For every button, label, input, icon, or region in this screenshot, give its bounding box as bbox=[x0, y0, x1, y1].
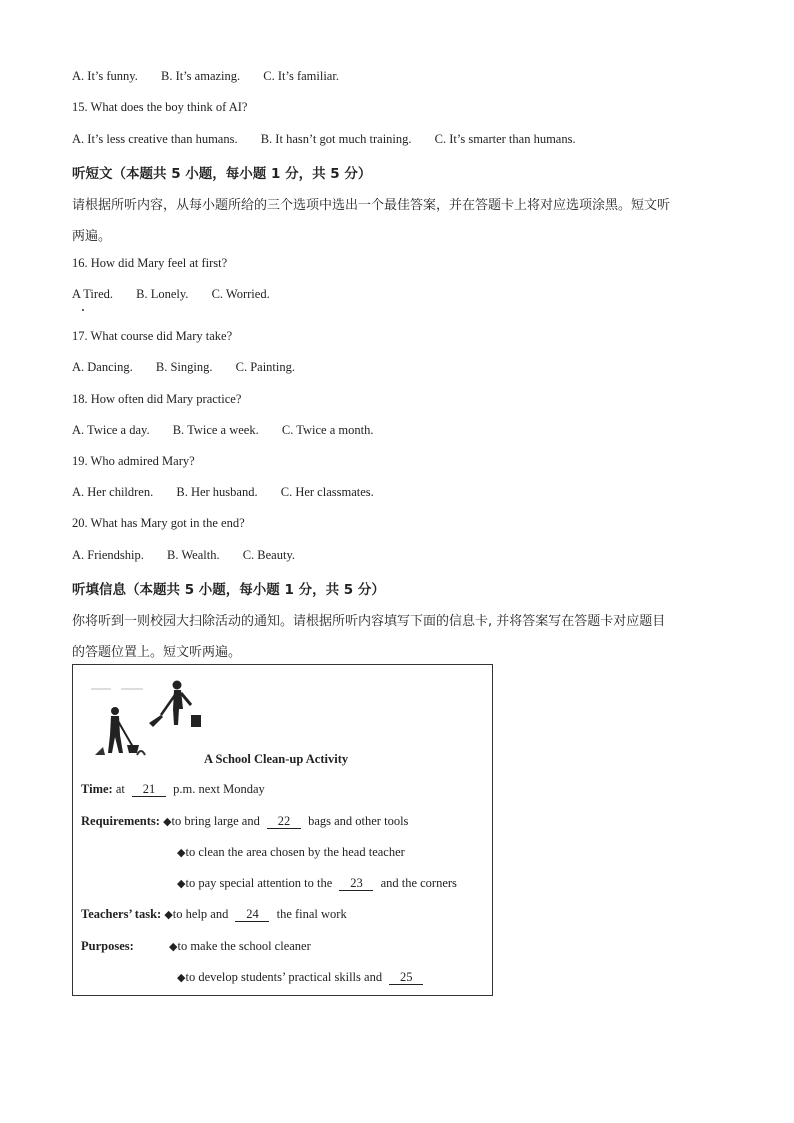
option: C. It’s smarter than humans. bbox=[434, 132, 576, 146]
time-row bbox=[81, 782, 265, 797]
req2: to clean the area chosen by the head teacher bbox=[185, 845, 405, 859]
req3-post: and the corners bbox=[380, 876, 457, 890]
req3-pre: to pay special attention to the bbox=[185, 876, 333, 890]
req1-post: bags and other tools bbox=[308, 814, 409, 828]
section-instruction: 请根据所听内容，从每小题所给的三个选项中选出一个最佳答案，并在答题卡上将对应选项涂黑。短文听 bbox=[72, 198, 671, 213]
section-instruction: 的答题位置上。短文听两遍。 bbox=[72, 645, 242, 660]
question-17: 17. What course did Mary take? bbox=[72, 329, 233, 343]
question-20: 20. What has Mary got in the end? bbox=[72, 516, 245, 530]
requirement-row bbox=[177, 876, 457, 891]
blank-23: 23 bbox=[339, 876, 373, 891]
option: A. It’s less creative than humans. bbox=[72, 132, 238, 146]
question-15: 15. What does the boy think of AI? bbox=[72, 100, 248, 114]
question-18: 18. How often did Mary practice? bbox=[72, 392, 242, 406]
q16-options bbox=[72, 287, 290, 302]
purpose-row bbox=[177, 970, 427, 985]
stray-mark bbox=[82, 309, 84, 311]
teach-pre: to help and bbox=[172, 907, 229, 921]
question-16: 16. How did Mary feel at first? bbox=[72, 256, 228, 270]
section-instruction: 两遍。 bbox=[72, 229, 112, 244]
purpose-row bbox=[81, 939, 311, 954]
option: C. Her classmates. bbox=[280, 485, 374, 499]
option: B. It’s amazing. bbox=[160, 69, 241, 83]
diamond-icon: ◆ bbox=[177, 877, 186, 890]
option: C. Twice a month. bbox=[281, 423, 374, 437]
option: B. Lonely. bbox=[136, 287, 189, 301]
card-title: A School Clean-up Activity bbox=[204, 752, 349, 766]
question-19: 19. Who admired Mary? bbox=[72, 454, 195, 468]
q17-options bbox=[72, 360, 315, 375]
teach-post: the final work bbox=[276, 907, 347, 921]
option: B. Twice a week. bbox=[172, 423, 259, 437]
option: C. Beauty. bbox=[242, 548, 296, 562]
purpose2-pre: to develop students’ practical skills and bbox=[185, 970, 383, 984]
diamond-icon: ◆ bbox=[177, 971, 186, 984]
cleaning-illustration bbox=[81, 675, 211, 765]
option: B. Wealth. bbox=[167, 548, 220, 562]
option: A. Twice a day. bbox=[72, 423, 150, 437]
section-instruction: 你将听到一则校园大扫除活动的通知。请根据所听内容填写下面的信息卡, 并将答案写在答题卡对应题目 bbox=[72, 614, 666, 629]
option: B. Her husband. bbox=[176, 485, 258, 499]
q15-options bbox=[72, 132, 596, 147]
option: B. Singing. bbox=[155, 360, 213, 374]
requirement-row bbox=[177, 845, 405, 860]
requirements-label: Requirements: bbox=[81, 814, 160, 828]
option: A. Her children. bbox=[72, 485, 154, 499]
time-label: Time: bbox=[81, 782, 113, 796]
requirement-row bbox=[81, 814, 408, 829]
diamond-icon: ◆ bbox=[163, 815, 172, 828]
q19-options bbox=[72, 485, 394, 500]
time-post: p.m. next Monday bbox=[173, 782, 265, 796]
purposes-label: Purposes: bbox=[81, 939, 134, 953]
q18-options bbox=[72, 423, 393, 438]
purpose1: to make the school cleaner bbox=[177, 939, 311, 953]
option: A Tired. bbox=[72, 287, 113, 301]
q14-options bbox=[72, 69, 359, 84]
blank-22: 22 bbox=[267, 814, 301, 829]
teachers-task-row bbox=[81, 907, 347, 922]
option: B. It hasn’t got much training. bbox=[260, 132, 412, 146]
section-heading-fill: 听填信息（本题共 5 小题，每小题 1 分，共 5 分） bbox=[72, 582, 385, 598]
time-pre: at bbox=[115, 782, 125, 796]
option: A. It’s funny. bbox=[72, 69, 138, 83]
req1-pre: to bring large and bbox=[171, 814, 260, 828]
blank-25: 25 bbox=[389, 970, 423, 985]
info-card bbox=[72, 664, 493, 996]
option: C. Painting. bbox=[235, 360, 296, 374]
option: A. Dancing. bbox=[72, 360, 133, 374]
blank-24: 24 bbox=[235, 907, 269, 922]
option: C. It’s familiar. bbox=[263, 69, 339, 83]
blank-21: 21 bbox=[132, 782, 166, 797]
diamond-icon: ◆ bbox=[164, 908, 173, 921]
section-heading-passage: 听短文（本题共 5 小题，每小题 1 分，共 5 分） bbox=[72, 166, 372, 182]
option: C. Worried. bbox=[211, 287, 270, 301]
teachers-task-label: Teachers’ task: bbox=[81, 907, 162, 921]
diamond-icon: ◆ bbox=[169, 940, 178, 953]
q20-options bbox=[72, 548, 315, 563]
option: A. Friendship. bbox=[72, 548, 144, 562]
diamond-icon: ◆ bbox=[177, 846, 186, 859]
